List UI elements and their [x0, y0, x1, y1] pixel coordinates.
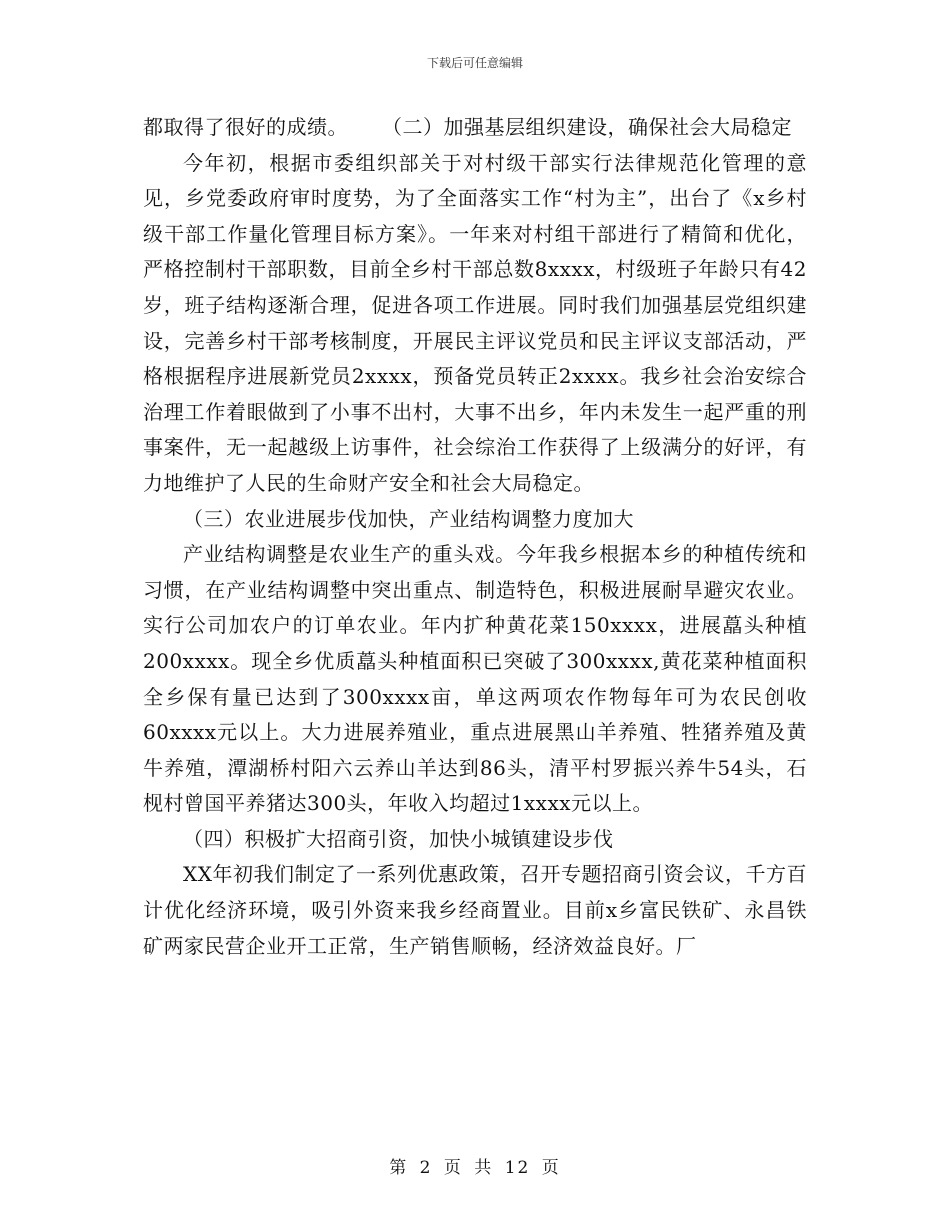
document-body	[143, 110, 807, 964]
paragraph-2: 今年初，根据市委组织部关于对村级干部实行法律规范化管理的意见，乡党委政府审时度势，为了全面落实工作“村为主”，出台了《x乡村级干部工作量化管理目标方案》。一年来对村组干部进行了精简和优化，严格控制村干部职数，目前全乡村干部总数8xxxx，村级班子年龄只有42岁，班子结构逐渐合理，促进各项工作进展。同时我们加强基层党组织建设，完善乡村干部考核制度，开展民主评议党员和民主评议支部活动，严格根据程序进展新党员2xxxx，预备党员转正2xxxx。我乡社会治安综合治理工作着眼做到了小事不出村，大事不出乡，年内未发生一起严重的刑事案件，无一起越级上访事件，社会综治工作获得了上级满分的好评，有力地维护了人民的生命财产安全和社会大局稳定。	[143, 150, 807, 495]
paragraph-3: 产业结构调整是农业生产的重头戏。今年我乡根据本乡的种植传统和习惯，在产业结构调整中突出重点、制造特色，积极进展耐旱避灾农业。实行公司加农户的订单农业。年内扩种黄花菜150xxxx，进展藠头种植200xxxx。现全乡优质藠头种植面积已突破了300xxxx,黄花菜种植面积全乡保有量已达到了300xxxx亩，单这两项农作物每年可为农民创收60xxxx元以上。大力进展养殖业，重点进展黑山羊养殖、牲猪养殖及黄牛养殖，潭湖桥村阳六云养山羊达到86头，清平村罗振兴养牛54头，石枧村曾国平养猪达300头，年收入均超过1xxxx元以上。	[143, 542, 807, 816]
page-footer: 第 2 页 共 12 页	[389, 1158, 561, 1178]
section-heading-3: （三）农业进展步伐加快，产业结构调整力度加大	[183, 506, 634, 531]
section-heading-2: （二）加强基层组织建设，确保社会大局稳定	[392, 115, 792, 139]
page-header: 下载后可任意编辑	[426, 56, 523, 70]
paragraph-1-text: 都取得了很好的成绩。	[143, 115, 348, 139]
section-heading-4: （四）积极扩大招商引资，加快小城镇建设步伐	[183, 826, 614, 851]
paragraph-4: XX年初我们制定了一系列优惠政策，召开专题招商引资会议，千方百计优化经济环境，吸引外资来我乡经商置业。目前x乡富民铁矿、永昌铁矿两家民营企业开工正常，生产销售顺畅，经济效益良好。厂	[143, 862, 807, 958]
paragraph-1	[143, 110, 807, 146]
